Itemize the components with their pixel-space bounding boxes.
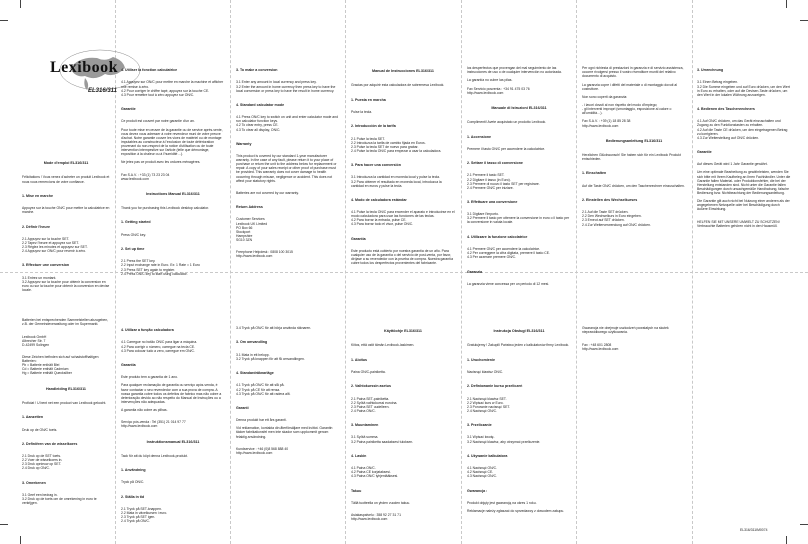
section-heading: 4. Standard calculator mode xyxy=(236,102,285,107)
top-col-5 xyxy=(467,58,571,286)
paragraph: 2.1 Tryck på SET-knappen. 2.2 Mata in växelkursen i euro. 2.3 Tryck på SET igen. 2.4 Tryck på ON/C. xyxy=(121,507,168,524)
paragraph: 2.1 Appuyez sur la touche SET. 2.2 Tapez l'heure et appuyez sur SET. 2.3 Réglez les minutes et appuyez sur SET. 2.4 Appuyez sur ON/C pour revenir à zéro. xyxy=(22,236,88,254)
address: Lexibook GmbH Albrecher Str. 7 D-42499 Solingen xyxy=(22,334,50,347)
paragraph: 3.1 Wpisać kwotę. 3.2 Nacisnąć klawisz, aby otrzymać przeliczenie. xyxy=(467,435,541,444)
paragraph: Félicitations ! Vous venez d'acheter un produit Lexibook et nous vous remercions de votre confiance. xyxy=(22,175,111,184)
section-heading: 4. Utiliser la fonction calculatrice xyxy=(121,68,178,73)
section-heading: 1. Uruchomienie xyxy=(467,357,495,362)
paragraph: 2.1 Auf die Taste SET drücken. 2.2 Den Wechselkurs in Euro eingeben. 2.3 Erneut auf SET drücken. 2.4 Zur Weiterverwendung auf ON/C drücken. xyxy=(582,210,651,227)
paragraph: Nacisnąć klawisz ON/C. xyxy=(467,370,504,375)
crop-mark xyxy=(800,20,808,21)
paragraph: Herzlichen Glückwunsch! Sie haben sich für ein Lexibook Produkt entschieden. xyxy=(582,153,682,162)
contact: Fax : +48 601 2808 http://www.lexibook.com xyxy=(582,342,619,351)
section-title: Manuale di Istruzioni EL316/311 xyxy=(491,106,547,111)
section-title: Manual de Instrucciones EL316/311 xyxy=(372,69,434,74)
section-heading: 2. Einstellen des Wechselkurses xyxy=(582,198,638,202)
section-heading: 4. Bedienen des Taschenrechners xyxy=(697,107,755,112)
section-heading: 4. Laskin xyxy=(351,453,367,458)
section-title: Instructions Manual EL316/311 xyxy=(146,191,200,196)
section-heading: Garanti xyxy=(236,405,249,410)
section-title: Käyttöohje EL316/311 xyxy=(384,329,422,334)
section-title: Instruktionsmanual EL316/311 xyxy=(146,439,200,444)
paragraph: Complimenti! Avete acquistato un prodotto Lexibook. xyxy=(467,120,547,125)
contact: Kundservice : +46 (0)8 568 888 40 http://www.lexibook.com xyxy=(236,446,289,455)
paragraph: Gwarancja nie obejmuje uszkodzeń powstałych na skutek nieprawidłowego użytkowania. xyxy=(582,326,670,335)
paragraph: Gracias por adquirir esta calculadora de sobremesa Lexibook. xyxy=(351,83,445,88)
section-heading: Garantie xyxy=(121,107,136,112)
paragraph: Pulse la tecla. xyxy=(351,110,373,115)
section-heading: 2. Definiëren van de wisselkoers xyxy=(22,441,78,446)
section-heading: 2. Ställa in tid xyxy=(121,494,145,499)
contact: Fax S.A.V. : +33 (1) 73 23 23 04 www.lexibook.com xyxy=(121,172,170,181)
bottom-col-3 xyxy=(236,318,340,528)
section-heading: 1. Accensione xyxy=(467,134,492,139)
paragraph: Thank you for purchasing this Lexibook desktop calculator. xyxy=(121,206,210,211)
contact: Asiakaspalvelu : 358 92 27 31 71 http://www.lexibook.com xyxy=(351,513,401,522)
section-title: Mode d'emploi EL316/311 xyxy=(43,161,89,166)
paragraph: 3.1 Geef een bedrag in. 3.2 Druk op de toets om de omrekening in euro te verkrijgen. xyxy=(22,492,97,506)
paragraph: Per ogni richiesta di prestazioni in garanzia e di servizio assistenza, occorre rivolgersi presso il vostro rivenditore muniti del relativo documento di acquisto. La garanzia copre i difetti del materiale o di montaggio dovuti al costruttore. Non sono coperti da garanzia: - i lavori dovuti al non rispetto del modo d'impiego; - gli interventi impropri (smontaggio, esposizione al calore o all'umidità…). Fax S.A.V. : +39 (1) 18 85 28 38 http://www.lexibook.com xyxy=(582,66,684,128)
paragraph: Appuyez sur la touche ON/C pour mettre la calculatrice en marche. xyxy=(22,206,111,215)
paragraph: Druk op de ON/C toets. xyxy=(22,427,58,432)
paragraph: 4.1 Premere ON/C per accendere la calcolatrice. 4.2 Per correggere la cifra digitata, premere il tasto CE. 4.3 Per azzerare premere ON/C. xyxy=(467,247,550,260)
paragraph: 4.1 Press ON/C key to switch on unit and enter calculator mode and run calculator function keys. 4.2 To clear entry, press CE. 4.3 To clear all display, ON/C. xyxy=(236,115,338,132)
paragraph: 2.1 Nacisnąć klawisz SET. 2.2 Wpisać kurs w Euro. 2.3 Ponownie nacisnąć SET. 2.4 Nacisnąć ON/C. xyxy=(467,396,510,413)
paragraph: 2.1 Press the SET key. 2.2 Input exchange rate in Euro. Ex: 1 Rate = 1 Euro 2.3 Press SET key again to register. 2.4 Press ON/C key to start using calculator. xyxy=(121,259,200,276)
paragraph: los desperfectos que provengan del mal seguimiento de las instrucciones de uso o de cualquier intervención no autorizada. La garantía no cubre las pilas. Fax Servicio posventa : +34 91 475 03 76 http://www.lexibook.com xyxy=(467,66,562,95)
section-heading: Takuu xyxy=(351,488,362,493)
section-heading: 3. Effettuare una conversione xyxy=(467,200,518,204)
paragraph: Batterien bei entsprechenden Sammelstellen abzugeben, z.B. der Gemeindeverwaltung oder im Supermarkt. xyxy=(22,318,110,327)
section-heading: Garantía xyxy=(351,236,366,241)
paragraph: La garanzia viene concessa per un periodo di 12 mesi. xyxy=(467,281,550,286)
section-heading: 2. Vaihtokurssin asetus xyxy=(351,384,391,389)
section-heading: 2. Définir l'heure xyxy=(22,224,51,229)
section-heading: 1. Einschalten xyxy=(582,171,607,176)
paragraph: 4.1 Tryck på ON/C för att slå på. 4.2 Tryck på CE för att rensa. 4.3 Tryck på ON/C för att radera allt. xyxy=(236,383,291,396)
top-col-7 xyxy=(697,58,791,268)
section-heading: 1. Puesta en marcha xyxy=(351,97,386,102)
top-col-1 xyxy=(22,150,111,292)
section-heading: Garanzia xyxy=(467,269,483,274)
crop-mark xyxy=(786,536,787,544)
paragraph: 4.1 Carregue no botão ON/C para ligar a máquina. 4.2 Para corrigir o número, carregue na tecla CE. 4.3 Para colocar tudo a zero, carregue em ON/C. xyxy=(121,340,198,353)
section-heading: 3. Omrekenen xyxy=(22,480,46,485)
paragraph: 4.1 Auf ON/C drücken, um das Gerät einzuschalten und Zugang zu den Funktionstasten zu erhalten. 4.2 Auf die Taste CE drücken, um den eingetragenen Betrag zu korrigieren. 4.3 Zur Weiterstellung auf ON/C drücken. xyxy=(697,119,788,140)
section-heading: 1. Aanzetten xyxy=(22,415,44,420)
section-heading: 4. Modo de calculadora estándar xyxy=(351,197,407,202)
crop-mark xyxy=(786,0,787,8)
crop-mark xyxy=(0,20,8,21)
paragraph: 3.1 Mata in ett belopp. 3.2 Tryck på knappen för att få omvandlingen. xyxy=(236,352,305,361)
crop-mark xyxy=(20,536,21,544)
section-heading: Warranty xyxy=(236,141,252,146)
crop-mark xyxy=(20,0,21,8)
paragraph: Auf dieses Gerät wird 1 Jahr Garantie gewährt. Um eine optimale Bearbeitung zu gewährleisten, wenden Sie sich bitte mit Ihrem Kaufbeleg an Ihren Fachhändler. Unter die Garantie fallen Material- oder Produktionsfehler, die bei der Herstellung entstanden sind. Nicht unter die Garantie fallen Beschädigungen durch unsachgemäße Handhabung, falsche Bedienung bzw. Nichtbeachtung der Bedienungsanleitung. Die Garantie gilt auch nicht bei Nutzung einer anderen als der angegebenen Netzquelle oder bei Beschädigung durch äußere Einwirkung. xyxy=(697,162,791,212)
top-col-6 xyxy=(582,58,686,268)
bottom-col-4 xyxy=(351,318,455,528)
paragraph: Produkt objęty jest gwarancją na okres 1 roku. Reklamacje należy zgłaszać do sprzedawcy z dowodem zakupu. xyxy=(467,500,565,514)
paragraph: This product is covered by our standard 1-year manufacturer warranty. In the case of any fault, please return it to your place of purchase or return the unit to the address below for replacement or repair. A copy of your sales receipt or other proof of purchase must be provided. This warranty does not cover damage to health occurring through misuse, negligence or accident. This does not affect your statutory rights. xyxy=(236,154,338,183)
address: Customer Services Lexibook UK Limited PO Box 66 Stockport Hampshire SG10 3ZN xyxy=(236,217,268,242)
paragraph: Denna produkt har ett års garanti. Vid reklamation, kontakta din återförsäljare med kvittot. Garantin täcker fabrikationsfel men inte skador som uppkommit genom felaktig användning. xyxy=(236,418,333,439)
paragraph: Tack för att du köpt denna Lexibook-produkt. xyxy=(121,453,188,458)
section-heading: 4. Utilizar a função calculadora xyxy=(121,328,174,333)
section-title: Bedienungsanleitung EL316/311 xyxy=(605,138,663,143)
section-heading: 3. Muuntaminen xyxy=(351,423,379,428)
paragraph: Este producto está cubierto por nuestra garantía de un año. Para cualquier uso de la garantía o del servicio de post-venta, por favor, diríjase a su revendedor con la prueba de compra. Nuestra garantía cubre todos los desperfectos provenientes del fabricante. xyxy=(351,249,454,266)
section-heading: 1. Getting started xyxy=(121,220,151,225)
section-heading: 1. Användning xyxy=(121,468,146,473)
paragraph: HELFEN SIE MIT UNSERE UMWELT ZU SCHÜTZEN! Verbrauchte Batterien gehören nicht in den Hausmüll. xyxy=(697,219,781,228)
paragraph: 4.1 Appuyez sur ON/C pour mettre en marche la machine et afficher une remise à zéro. 4.2 Pour corriger le chiffre tapé, appuyez sur la touche CE. 4.3 Pour remettre tout à zéro appuyez sur ON/C. xyxy=(121,80,224,97)
paragraph: Gratulujemy ! Zakupili Państwo jeden z kalkulatorów firmy Lexibook. xyxy=(467,343,570,348)
section-heading: 3. Para hacer una conversión xyxy=(351,163,401,168)
crop-mark xyxy=(800,524,808,525)
section-heading: 2. Settare il tasso di conversione xyxy=(467,161,523,166)
paragraph: Kiitos, että ostit tämän Lexibook-laskimen. xyxy=(351,343,415,348)
sheet-code: EL316/311IM0074 xyxy=(740,528,768,532)
top-col-3 xyxy=(236,58,340,268)
top-col-2 xyxy=(121,58,225,276)
paragraph: 3.1 Entrez un montant. 3.2 Appuyez sur la touche pour obtenir la conversion en euro ou sur la touche pour obtenir la conversion en devise locale. xyxy=(22,275,110,292)
paragraph: Premere il tasto ON/C per accendere la calcolatrice. xyxy=(467,146,546,151)
bottom-col-1 xyxy=(22,310,110,528)
bottom-col-2 xyxy=(121,318,225,528)
section-heading: Return Address xyxy=(236,205,263,210)
paragraph: 2.1 Paina SET-painiketta. 2.2 Syötä vaihtokurssi euroina. 2.3 Paina SET uudelleen. 2.4 Paina ON/C. xyxy=(351,396,398,413)
section-title: Handleiding EL316/311 xyxy=(46,386,86,391)
paragraph: Ce produit est couvert par notre garantie d'un an. Pour toute mise en œuvre de la garantie ou de service après-vente, vous devez vous adresser à votre revendeur muni de votre preuve d'achat. Notre garantie couvre les vices de matériel ou de montage imputables au constructeur à l'exclusion de toute détérioration provenant du non-respect de la notice d'utilisation ou de toute intervention intempestive sur l'article (telle que démontage, exposition à la chaleur ou à l'humidité…). Ne jetez pas ce produit avec les ordures ménagères. xyxy=(121,119,223,165)
section-heading: 3. To make a conversion xyxy=(236,68,278,73)
paragraph: 4.1 Nacisnąć ON/C. 4.2 Nacisnąć CE. 4.3 Nacisnąć ON/C. xyxy=(467,466,497,479)
paragraph: 3.1 Introduzca la cantidad en moneda local y pulse la tecla. 3.2 Para obtener el resultado en moneda local, introduzca la cantidad en euros y pulse la tecla. xyxy=(351,175,442,188)
paragraph: Tällä tuotteella on yhden vuoden takuu. xyxy=(351,500,411,505)
paragraph: 3.4 Tryck på ON/C för att börja använda räknaren. xyxy=(236,326,312,331)
paragraph: Press ON/C key. xyxy=(121,232,146,237)
section-heading: Gwarancja : xyxy=(467,488,488,493)
paragraph: 4.1 Pulse la tecla ON/C para encender el aparato e introducirse en el modo calculadora para usar las funciones de las teclas. 4.2 Para borrar la entrada, pulse CE. 4.3 Para borrar todo el visor, pulse ON/C. xyxy=(351,210,455,227)
paragraph: 3.1 Enter any amount in local currency and press key. 3.2 Enter the amount in home currency then press key to have the local conversion or press key to have the result in home currency. xyxy=(236,80,336,93)
section-heading: 4. Utilizzare la funzione calcolatrice xyxy=(467,234,528,239)
section-heading: 4. Standardräknarläge xyxy=(236,371,274,376)
section-heading: 3. Om omvandling xyxy=(236,340,268,345)
paragraph: Paina ON/C-painiketta. xyxy=(351,370,386,375)
section-heading: 2. Introducción de la tarifa xyxy=(351,124,396,129)
section-heading: 3. Umrechnung xyxy=(697,68,724,73)
section-heading: Garantie xyxy=(697,149,712,154)
paragraph: 2.1 Druk op de SET toets. 2.2 Voer de wisselkoers in. 2.3 Druk opnieuw op SET. 2.4 Druk op ON/C. xyxy=(22,454,63,471)
paragraph: 2.1 Premere il tasto SET. 2.2 Digitare il tasso (in Euro). 2.3 Premere di nuovo il tasto SET per registrare. 2.4 Premere ON/C per iniziare. xyxy=(467,173,540,190)
paragraph: Proficiat ! U bent net een product van Lexibook gekocht. xyxy=(22,400,107,405)
contact: Serviço pós-venda : Tel (351) 21 014 97 77 http://www.lexibook.com xyxy=(121,420,186,429)
paragraph: Batteries are not covered by our warranty. xyxy=(236,190,299,195)
paragraph: Diese Zeichen befinden sich auf schadstoffhaltigen Batterien: Pb = Batterie enthält Blei Cd = Batterie enthält Cadmium Hg = Batterie enthält Quecksilber xyxy=(22,355,99,376)
paragraph: Este produto tem a garantia de 1 ano. Para qualquer reclamação de garantia ou serviço após-venda, é favor contactar o seu revendedor com a sua prova de compra. A nossa garantia cobre todos os defeitos de fabrico mas não cobre a deterioração devido ao não respeito do Manual de Instruções ou a intervenções não adequadas. A garantia não cobre as pilhas. xyxy=(121,375,222,412)
paragraph: 4.1 Paina ON/C. 4.2 Paina CE korjataksesi. 4.3 Paina ON/C tyhjentääksesi. xyxy=(351,466,399,479)
model-number: EL316/311 xyxy=(88,88,117,94)
crop-mark xyxy=(0,524,8,525)
section-heading: 1. Mise en marche xyxy=(22,193,53,198)
bottom-col-5 xyxy=(467,318,571,528)
paragraph: Tryck på ON/C. xyxy=(121,480,145,485)
section-heading: 2. Set up time xyxy=(121,247,145,252)
top-col-4 xyxy=(351,58,455,268)
paragraph: 3.1 Digitare l'importo. 3.2 Premere il tasto per ottenere la conversione in euro o il tasto per la conversione in valuta locale. xyxy=(467,212,570,225)
bottom-col-6 xyxy=(582,318,686,438)
contact: Freephone Helpdesk : 0808 100 3015 http://www.lexibook.com xyxy=(236,250,293,259)
paragraph: 3.1 Syötä summa. 3.2 Paina painiketta saadaksesi tuloksen. xyxy=(351,435,414,444)
paragraph: Auf die Taste ON/C drücken, um den Taschenrechner einzuschalten. xyxy=(582,183,685,188)
section-title: Instrukcja Obsługi EL316/311 xyxy=(493,329,545,334)
paragraph: 3.1 Einen Betrag eingeben. 3.2 Die Summe eingeben und auf Euro drücken, um den Wert in Euro zu erhalten, oder auf die Devisen-Taste drücken, um den Wert in der lokalen Währung anzuzeigen. xyxy=(697,80,790,97)
logo-wordmark: Lexibook xyxy=(50,59,119,76)
section-heading: 4. Używanie kalkulatora xyxy=(467,453,508,458)
section-heading: 2. Definiowanie kursu przeliczeń xyxy=(467,384,523,389)
section-heading: 3. Effectuer une conversion xyxy=(22,263,70,268)
section-heading: Garantia xyxy=(121,362,136,367)
section-heading: 1. Aloitus xyxy=(351,357,368,362)
section-heading: 3. Przeliczanie xyxy=(467,423,492,428)
paragraph: 2.1 Pulse la tecla SET. 2.2 Introduzca la tarifa de cambio fijada en Euros. 2.3 Pulse la tecla SET de nuevo para grabar. 2.4 Pulse la tecla ON/C para empezar a usar la calculadora. xyxy=(351,136,442,153)
